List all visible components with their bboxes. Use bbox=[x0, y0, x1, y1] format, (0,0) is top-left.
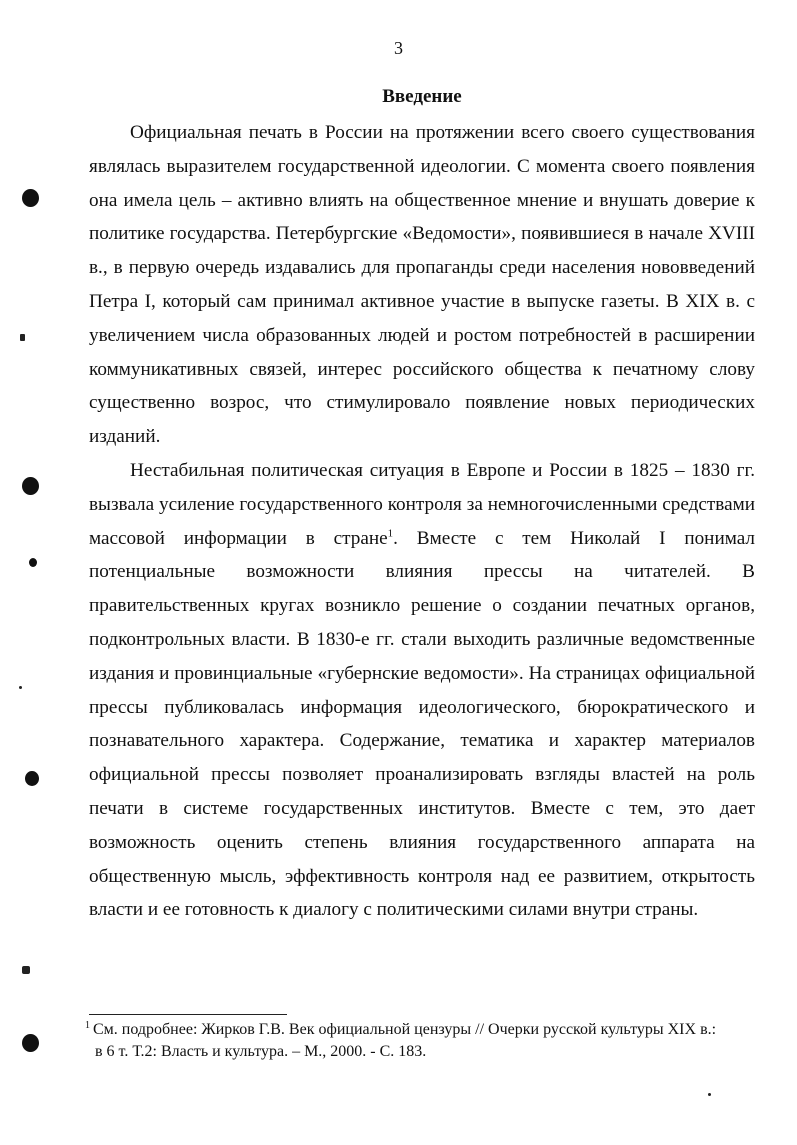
footnote-line-2: в 6 т. Т.2: Власть и культура. – М., 2000. - С. 183. bbox=[95, 1043, 427, 1060]
footnote-line-1: См. подробнее: Жирков Г.В. Век официальной цензуры // Очерки русской культуры XIX в.: bbox=[93, 1021, 717, 1038]
footnote bbox=[85, 1019, 765, 1063]
paragraph-2-part-2: . Вместе с тем Николай I понимал потенциальные возможности влияния прессы на читателей. В правительственных кругах возникло решение о создании печатных органов, подконтрольных власти. В 1830-е гг. стали выходить различные ведомственные издания и провинциальные «губернские ведомости». На страницах официальной прессы публиковалась информация идеологического, бюрократического и познавательного характера. Содержание, тематика и характер материалов официальной прессы позволяет проанализировать взгляды властей на роль печати в системе государственных институтов. Вместе с тем, это дает возможность оценить степень влияния государственного аппарата на общественную мысль, эффективность контроля над ее развитием, открытость власти и ее готовность к диалогу с политическими силами внутри страны. bbox=[89, 527, 755, 921]
footnote-marker: 1 bbox=[85, 1019, 90, 1031]
scan-speck-1 bbox=[20, 334, 25, 341]
paragraph-2-part-1: Нестабильная политическая ситуация в Европе и России в 1825 – 1830 гг. вызвала усиление государственного контроля за немногочисленными средствами массовой информации в стране bbox=[89, 459, 755, 549]
scan-speck-3 bbox=[22, 966, 30, 974]
binder-hole-1 bbox=[22, 189, 39, 207]
binder-hole-2 bbox=[22, 477, 39, 495]
page-number: 3 bbox=[394, 38, 403, 58]
binder-hole-3 bbox=[29, 558, 37, 567]
binder-hole-5 bbox=[22, 1034, 39, 1052]
binder-hole-4 bbox=[25, 771, 39, 786]
scan-speck-4 bbox=[708, 1093, 711, 1096]
scan-speck-2 bbox=[19, 686, 22, 689]
body-text bbox=[89, 116, 755, 927]
section-heading: Введение bbox=[382, 86, 462, 107]
footnote-reference: 1 bbox=[387, 527, 394, 540]
paragraph-1: Официальная печать в России на протяжении всего своего существования являлась выразителем государственной идеологии. С момента своего появления она имела цель – активно влиять на общественное мнение и внушать доверие к политике государства. Петербургские «Ведомости», появившиеся в начале XVIII в., в первую очередь издавались для пропаганды среди населения нововведений Петра I, который сам принимал активное участие в выпуске газеты. В XIX в. с увеличением числа образованных людей и ростом потребностей в расширении коммуникативных связей, интерес российского общества к печатному слову существенно возрос, что стимулировало появление новых периодических изданий. bbox=[89, 122, 755, 448]
footnote-separator bbox=[89, 1014, 287, 1015]
paragraph-2 bbox=[89, 454, 755, 927]
